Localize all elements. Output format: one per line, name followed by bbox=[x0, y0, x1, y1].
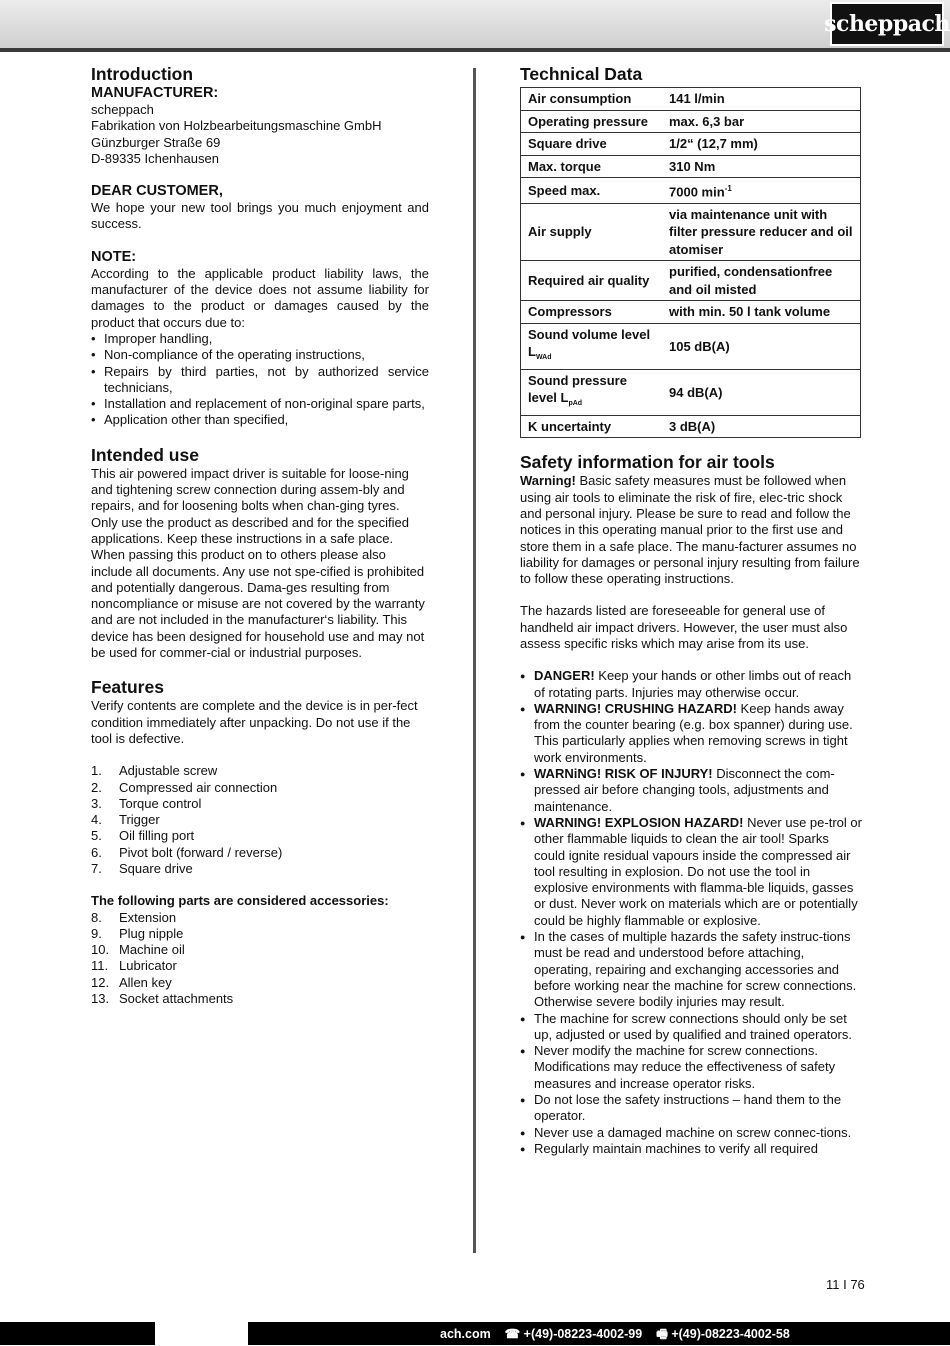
safety-item-label: DANGER! bbox=[534, 668, 595, 684]
table-row bbox=[521, 88, 861, 111]
table-row bbox=[521, 323, 861, 369]
safety-item bbox=[520, 1125, 862, 1141]
intended-use-text: This air powered impact driver is suitable for loose-ning and tightening screw connection during assem-bly and repairs, and for loosening bolts when chan-ging tyres. Only use the product as described and for the specified applications. Keep these instructions in a safe place. When passing this product on to others please also include all documents. Any use not spe-cified is prohibited and potentially dangerous. Dama-ges resulting from noncompliance or misuse are not covered by the warranty and are not included in the manufacturer‘s liability. This device has been designed for household use and may not be used for commer-cial or industrial purposes. bbox=[91, 465, 425, 661]
manufacturer-address bbox=[91, 102, 429, 167]
safety-item bbox=[520, 766, 862, 815]
warning-text: Basic safety measures must be followed when using air tools to eliminate the risk of fire, elec-tric shock and personal injury. Please be sure to read and follow the notices in this operating manual prior to the first use and store them in a safe place. The manu-facturer assumes no liability for damages or personal injury resulting from failure to follow these operating instructions. bbox=[520, 473, 860, 587]
safety-item-text: Keep hands away from the counter bearing (e.g. box spanner) during use. This particularly applies when removing screws in tight work environments. bbox=[534, 700, 853, 765]
spec-value: 141 l/min bbox=[662, 88, 861, 111]
spec-value: 105 dB(A) bbox=[662, 323, 861, 369]
list-item bbox=[91, 763, 429, 779]
list-item bbox=[91, 812, 429, 828]
spec-name: Square drive bbox=[521, 133, 663, 156]
safety-title: Safety information for air tools bbox=[520, 452, 775, 473]
technical-data-table bbox=[520, 87, 861, 438]
safety-item bbox=[520, 1141, 862, 1157]
table-row bbox=[521, 178, 861, 204]
note-heading: NOTE: bbox=[91, 248, 137, 265]
list-item bbox=[91, 910, 429, 926]
item-number: 4. bbox=[91, 812, 102, 828]
item-number: 12. bbox=[91, 974, 110, 990]
spec-name: K uncertainty bbox=[521, 415, 663, 438]
list-item: • Non-compliance of the operating instructions, bbox=[91, 347, 429, 363]
safety-item-text: Never use pe-trol or other flammable liquids to clean the air tool! Sparks could ignite residual vapours inside the compressed air tool resulting in explosion. Do not use the tool in explosive environments with flamma-ble liquids, gasses or dust. Never work on materials which are or potentially could be highly flammable or explosive. bbox=[534, 814, 862, 928]
item-label: Plug nipple bbox=[119, 925, 184, 941]
accessories-heading: The following parts are considered accessories: bbox=[91, 893, 389, 909]
address-line: scheppach bbox=[91, 102, 154, 117]
footer-contact bbox=[440, 1325, 790, 1346]
footer-web: ach.com bbox=[440, 1327, 491, 1341]
spec-value: 3 dB(A) bbox=[662, 415, 861, 438]
item-number: 3. bbox=[91, 795, 102, 811]
dear-customer-heading: DEAR CUSTOMER, bbox=[91, 183, 223, 200]
spec-name: Air supply bbox=[521, 203, 663, 261]
safety-item bbox=[520, 1011, 862, 1044]
spec-name: Operating pressure bbox=[521, 110, 663, 133]
safety-item-text: Keep your hands or other limbs out of reach of rotating parts. Injuries may otherwise occur. bbox=[534, 668, 852, 700]
table-row bbox=[521, 415, 861, 438]
spec-value: 1/2“ (12,7 mm) bbox=[662, 133, 861, 156]
list-item bbox=[91, 780, 429, 796]
safety-item-text: Do not lose the safety instructions – hand them to the operator. bbox=[534, 1092, 842, 1124]
safety-list bbox=[520, 668, 862, 1157]
item-label: Machine oil bbox=[119, 942, 185, 958]
safety-item bbox=[520, 668, 862, 701]
page-number: 11 I 76 bbox=[826, 1277, 865, 1292]
item-number: 10. bbox=[91, 942, 110, 958]
technical-data-title: Technical Data bbox=[520, 64, 643, 84]
table-row bbox=[521, 155, 861, 178]
dear-customer-text: We hope your new tool brings you much enjoyment and success. bbox=[91, 200, 429, 232]
table-row bbox=[521, 203, 861, 261]
list-item bbox=[91, 796, 429, 812]
list-item bbox=[91, 942, 429, 958]
item-number: 9. bbox=[91, 925, 102, 941]
safety-item-text: The machine for screw connections should only be set up, adjusted or used by qualified and trained operators. bbox=[534, 1010, 852, 1042]
table-row bbox=[521, 301, 861, 324]
safety-item-text: In the cases of multiple hazards the safety instruc-tions must be read and understood before attaching, operating, repairing and exchanging accessories and before working near the machine for screw connections. Otherwise severe bodily injuries may result. bbox=[534, 929, 857, 1010]
list-item: • Application other than specified, bbox=[91, 412, 429, 428]
item-number: 5. bbox=[91, 828, 102, 844]
header-bar bbox=[0, 0, 950, 48]
list-item bbox=[91, 975, 429, 991]
spec-value: 94 dB(A) bbox=[662, 369, 861, 415]
safety-item-text: Never use a damaged machine on screw connec-tions. bbox=[534, 1124, 852, 1140]
spec-value: with min. 50 l tank volume bbox=[662, 301, 861, 324]
list-item bbox=[91, 845, 429, 861]
footer-fax: 🖷 +(49)-08223-4002-58 bbox=[656, 1327, 790, 1341]
item-label: Trigger bbox=[119, 812, 160, 828]
item-number: 6. bbox=[91, 844, 102, 860]
item-number: 8. bbox=[91, 909, 102, 925]
spec-value: 310 Nm bbox=[662, 155, 861, 178]
spec-value: max. 6,3 bar bbox=[662, 110, 861, 133]
item-label: Socket attachments bbox=[119, 991, 234, 1007]
spec-subscript: WAd bbox=[535, 354, 552, 362]
intended-use-title: Intended use bbox=[91, 444, 199, 465]
item-label: Adjustable screw bbox=[119, 763, 218, 779]
address-line: D-89335 Ichenhausen bbox=[91, 150, 219, 166]
item-label: Oil filling port bbox=[119, 828, 195, 844]
list-item: • Repairs by third parties, not by authorized service technicians, bbox=[91, 364, 429, 397]
features-title: Features bbox=[91, 677, 164, 698]
accessories-list bbox=[91, 910, 429, 1008]
spec-name: Speed max. bbox=[521, 178, 663, 204]
list-item bbox=[91, 861, 429, 877]
spec-value: via maintenance unit with filter pressure reducer and oil atomiser bbox=[662, 203, 861, 261]
spec-name: Sound volume level $L_{WAd}$ bbox=[521, 323, 663, 369]
hazards-text: The hazards listed are foreseeable for general use of handheld air impact drivers. However, the user must also assess specific risks which may arise from its use. bbox=[520, 603, 848, 651]
note-text: According to the applicable product liability laws, the manufacturer of the device does not assume liability for damages to the product or damages caused by the product that occurs due to: bbox=[91, 265, 429, 330]
item-label: Extension bbox=[119, 909, 177, 925]
item-label: Allen key bbox=[119, 974, 172, 990]
list-item: • Installation and replacement of non-original spare parts, bbox=[91, 396, 429, 412]
safety-item bbox=[520, 929, 862, 1010]
list-item: • Improper handling, bbox=[91, 331, 429, 347]
warning-paragraph bbox=[520, 473, 862, 587]
table-row bbox=[521, 261, 861, 301]
safety-item-label: WARNING! EXPLOSION HAZARD! bbox=[534, 814, 744, 830]
spec-name: Required air quality bbox=[521, 261, 663, 301]
spec-name: Air consumption bbox=[521, 88, 663, 111]
table-row bbox=[521, 369, 861, 415]
spec-name: Max. torque bbox=[521, 155, 663, 178]
list-item bbox=[91, 926, 429, 942]
safety-item-text: Never modify the machine for screw connections. Modifications may reduce the effectiveness of safety measures and increase operator risks. bbox=[534, 1043, 836, 1091]
spec-subscript: pAd bbox=[568, 400, 583, 408]
spec-superscript: -1 bbox=[724, 184, 732, 193]
address-line: Günzburger Straße 69 bbox=[91, 134, 221, 150]
item-number: 2. bbox=[91, 779, 102, 795]
safety-item-text: Disconnect the com-pressed air before changing tools, adjustments and maintenance. bbox=[534, 766, 835, 814]
safety-item-text: Regularly maintain machines to verify all required bbox=[534, 1140, 818, 1156]
spec-value: purified, condensationfree and oil misted bbox=[662, 261, 861, 301]
item-label: Compressed air connection bbox=[119, 779, 278, 795]
footer-phone: ☎ +(49)-08223-4002-99 bbox=[504, 1327, 643, 1341]
column-divider bbox=[473, 68, 476, 1253]
safety-item bbox=[520, 1092, 862, 1125]
item-label: Lubricator bbox=[119, 958, 177, 974]
note-list bbox=[91, 331, 429, 429]
safety-item-label: WARNING! CRUSHING HAZARD! bbox=[534, 700, 737, 716]
item-label: Pivot bolt (forward / reverse) bbox=[119, 844, 283, 860]
intro-title: Introduction bbox=[91, 64, 194, 84]
safety-item bbox=[520, 1043, 862, 1092]
list-item bbox=[91, 991, 429, 1007]
features-text: Verify contents are complete and the device is in per-fect condition immediately after unpacking. Do not use if the tool is defective. bbox=[91, 698, 418, 746]
item-label: Square drive bbox=[119, 860, 193, 876]
footer-white-block bbox=[155, 1322, 248, 1345]
address-line: Fabrikation von Holzbearbeitungsmaschine GmbH bbox=[91, 118, 382, 134]
item-label: Torque control bbox=[119, 795, 202, 811]
spec-name: Sound pressure level $L_{pAd}$ bbox=[521, 369, 663, 415]
spec-name: Compressors bbox=[521, 301, 663, 324]
item-number: 11. bbox=[91, 958, 109, 974]
safety-item bbox=[520, 815, 862, 929]
item-number: 7. bbox=[91, 860, 102, 876]
warning-label: Warning! bbox=[520, 473, 576, 489]
features-list bbox=[91, 763, 429, 877]
spec-value: 7000 $\min^{-1}$ bbox=[662, 178, 861, 204]
scheppach-logo: scheppach bbox=[830, 2, 944, 46]
safety-item bbox=[520, 701, 862, 766]
header-rule bbox=[0, 48, 950, 52]
table-row bbox=[521, 133, 861, 156]
left-column bbox=[91, 64, 429, 1007]
right-column bbox=[520, 64, 862, 1157]
safety-item-label: WARNiNG! RISK OF INJURY! bbox=[534, 766, 713, 782]
list-item bbox=[91, 828, 429, 844]
list-item bbox=[91, 958, 429, 974]
table-row bbox=[521, 110, 861, 133]
manufacturer-heading: MANUFACTURER: bbox=[91, 85, 219, 101]
item-number: 13. bbox=[91, 991, 110, 1007]
item-number: 1. bbox=[91, 763, 102, 779]
